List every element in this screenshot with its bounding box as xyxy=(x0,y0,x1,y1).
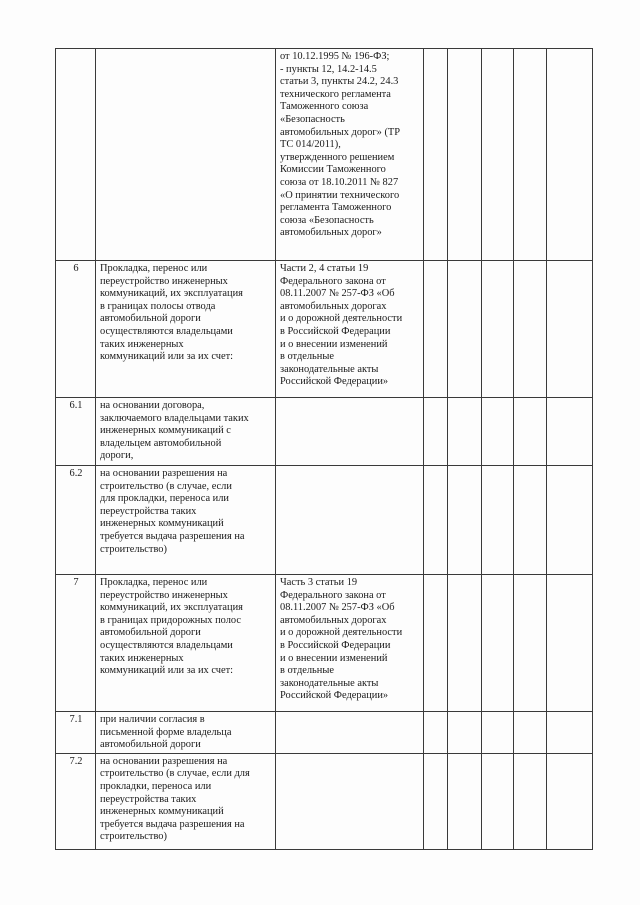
table-row xyxy=(56,575,593,712)
description-line: Прокладка, перенос или xyxy=(100,263,208,274)
legal-basis-line: Часть 3 статьи 19 xyxy=(280,577,358,588)
description-line: осуществляются владельцами xyxy=(100,325,233,337)
empty-cell xyxy=(482,398,514,466)
legal-basis-line: и о внесении изменений xyxy=(280,338,388,350)
description-line: коммуникаций или за их счет: xyxy=(100,351,234,363)
empty-cell xyxy=(482,49,514,261)
empty-cell xyxy=(547,753,593,849)
row-number: 6.2 xyxy=(56,466,96,575)
description-line: дороги, xyxy=(100,450,134,462)
empty-cell xyxy=(424,753,448,849)
description-line: в границах придорожных полос xyxy=(100,614,241,626)
empty-cell xyxy=(424,398,448,466)
empty-cell xyxy=(448,466,482,575)
table-row xyxy=(56,261,593,398)
description-line: на основании разрешения на xyxy=(100,468,228,479)
empty-cell xyxy=(424,712,448,754)
description-line: переустройства таких xyxy=(100,793,197,805)
empty-cell xyxy=(514,712,547,754)
empty-cell xyxy=(448,49,482,261)
description-line: строительство) xyxy=(100,543,167,555)
legal-basis-line: 08.11.2007 № 257-ФЗ «Об xyxy=(280,602,395,614)
legal-basis-line: автомобильных дорог» (ТР xyxy=(280,126,401,138)
description-line: прокладки, переноса или xyxy=(100,780,212,792)
empty-cell xyxy=(482,575,514,712)
legal-basis-line: в отдельные xyxy=(280,665,334,677)
table-row xyxy=(56,753,593,849)
legal-basis-line: в Российской Федерации xyxy=(280,639,391,651)
description-line: коммуникаций или за их счет: xyxy=(100,665,234,677)
description-line: на основании разрешения на xyxy=(100,755,228,767)
description-line: автомобильной дороги xyxy=(100,313,201,325)
empty-cell xyxy=(547,49,593,261)
legal-basis-line: Таможенного союза xyxy=(280,101,369,113)
description-line: письменной форме владельца xyxy=(100,726,232,738)
description-line: переустройство инженерных xyxy=(100,275,228,287)
empty-cell xyxy=(482,466,514,575)
description-line: таких инженерных xyxy=(100,338,184,350)
legal-basis-line: регламента Таможенного xyxy=(280,202,392,214)
legal-basis xyxy=(276,575,424,712)
description-line: автомобильной дороги xyxy=(100,627,201,639)
empty-cell xyxy=(448,712,482,754)
legal-basis-line: ТС 014/2011), xyxy=(280,139,341,151)
empty-cell xyxy=(514,575,547,712)
table-row xyxy=(56,49,593,261)
legal-basis-line: союза от 18.10.2011 № 827 xyxy=(280,176,399,188)
legal-basis-line: Федерального закона от xyxy=(280,275,386,287)
empty-cell xyxy=(514,261,547,398)
legal-basis-line: автомобильных дорогах xyxy=(280,614,387,626)
description-line: на основании договора, xyxy=(100,400,205,411)
empty-cell xyxy=(424,49,448,261)
empty-cell xyxy=(547,398,593,466)
table-row xyxy=(56,712,593,754)
row-number: 6 xyxy=(56,261,96,398)
empty-cell xyxy=(424,466,448,575)
legal-basis-line: технического регламента xyxy=(280,88,391,100)
legal-basis-line: законодательные акты xyxy=(280,677,379,689)
legal-basis-line: Российской Федерации» xyxy=(280,376,389,388)
empty-cell xyxy=(482,712,514,754)
empty-cell xyxy=(424,575,448,712)
legal-basis xyxy=(276,712,424,754)
legal-basis-line: в Российской Федерации xyxy=(280,325,391,337)
legal-basis xyxy=(276,398,424,466)
description-line: при наличии согласия в xyxy=(100,714,205,725)
description-line: владельцем автомобильной xyxy=(100,437,222,449)
legal-basis-line: «Безопасность xyxy=(280,113,345,125)
legal-basis-line: статьи 3, пункты 24.2, 24.3 xyxy=(280,76,399,88)
description-line: коммуникаций, их эксплуатация xyxy=(100,288,243,300)
legal-basis-line: законодательные акты xyxy=(280,363,379,375)
empty-cell xyxy=(514,49,547,261)
legal-basis-line: Российской Федерации» xyxy=(280,690,389,702)
legal-basis-line: утвержденного решением xyxy=(280,151,395,163)
empty-cell xyxy=(448,575,482,712)
description-line: инженерных коммуникаций xyxy=(100,518,224,530)
legal-basis xyxy=(276,49,424,261)
description-line: заключаемого владельцами таких xyxy=(100,412,249,424)
legal-basis-line: - пункты 12, 14.2-14.5 xyxy=(280,63,377,75)
row-number: 6.1 xyxy=(56,398,96,466)
requirement-description xyxy=(96,261,276,398)
description-line: осуществляются владельцами xyxy=(100,639,233,651)
row-number: 7 xyxy=(56,575,96,712)
legal-basis-line: в отдельные xyxy=(280,351,334,363)
legal-basis-line: и о внесении изменений xyxy=(280,652,388,664)
requirement-description xyxy=(96,753,276,849)
empty-cell xyxy=(514,398,547,466)
description-line: в границах полосы отвода xyxy=(100,300,216,312)
legal-basis-line: 08.11.2007 № 257-ФЗ «Об xyxy=(280,288,395,300)
legal-basis-line: Федерального закона от xyxy=(280,589,386,601)
requirement-description xyxy=(96,575,276,712)
legal-basis-line: автомобильных дорогах xyxy=(280,300,387,312)
description-line: таких инженерных xyxy=(100,652,184,664)
description-line: Прокладка, перенос или xyxy=(100,577,208,588)
description-line: автомобильной дороги xyxy=(100,739,201,751)
description-line: коммуникаций, их эксплуатация xyxy=(100,602,243,614)
legal-basis-line: и о дорожной деятельности xyxy=(280,313,403,325)
description-line: инженерных коммуникаций xyxy=(100,806,224,818)
description-line: для прокладки, переноса или xyxy=(100,493,229,505)
description-line: переустройства таких xyxy=(100,505,197,517)
empty-cell xyxy=(448,398,482,466)
description-line: требуется выдача разрешения на xyxy=(100,818,245,830)
legal-basis-line: «О принятии технического xyxy=(280,189,400,201)
empty-cell xyxy=(424,261,448,398)
empty-cell xyxy=(547,712,593,754)
empty-cell xyxy=(448,753,482,849)
description-line: строительство (в случае, если для xyxy=(100,768,250,780)
legal-basis xyxy=(276,466,424,575)
table-row xyxy=(56,398,593,466)
requirement-description xyxy=(96,398,276,466)
description-line: строительство) xyxy=(100,831,167,843)
empty-cell xyxy=(448,261,482,398)
requirement-description xyxy=(96,712,276,754)
table-body xyxy=(56,49,593,850)
table-row xyxy=(56,466,593,575)
requirements-table xyxy=(55,48,593,850)
legal-basis xyxy=(276,261,424,398)
row-number: 7.1 xyxy=(56,712,96,754)
legal-basis-line: Части 2, 4 статьи 19 xyxy=(280,263,369,274)
empty-cell xyxy=(547,466,593,575)
description-line: переустройство инженерных xyxy=(100,589,228,601)
legal-basis-line: от 10.12.1995 № 196-ФЗ; xyxy=(280,51,390,62)
legal-basis-line: и о дорожной деятельности xyxy=(280,627,403,639)
empty-cell xyxy=(547,261,593,398)
empty-cell xyxy=(514,753,547,849)
empty-cell xyxy=(482,753,514,849)
requirement-description xyxy=(96,466,276,575)
empty-cell xyxy=(482,261,514,398)
legal-basis xyxy=(276,753,424,849)
legal-basis-line: автомобильных дорог» xyxy=(280,227,382,239)
row-number xyxy=(56,49,96,261)
empty-cell xyxy=(514,466,547,575)
description-line: требуется выдача разрешения на xyxy=(100,530,245,542)
requirement-description xyxy=(96,49,276,261)
legal-basis-line: Комиссии Таможенного xyxy=(280,164,386,176)
description-line: инженерных коммуникаций с xyxy=(100,425,231,437)
row-number: 7.2 xyxy=(56,753,96,849)
description-line: строительство (в случае, если xyxy=(100,480,232,492)
legal-basis-line: союза «Безопасность xyxy=(280,214,374,226)
empty-cell xyxy=(547,575,593,712)
